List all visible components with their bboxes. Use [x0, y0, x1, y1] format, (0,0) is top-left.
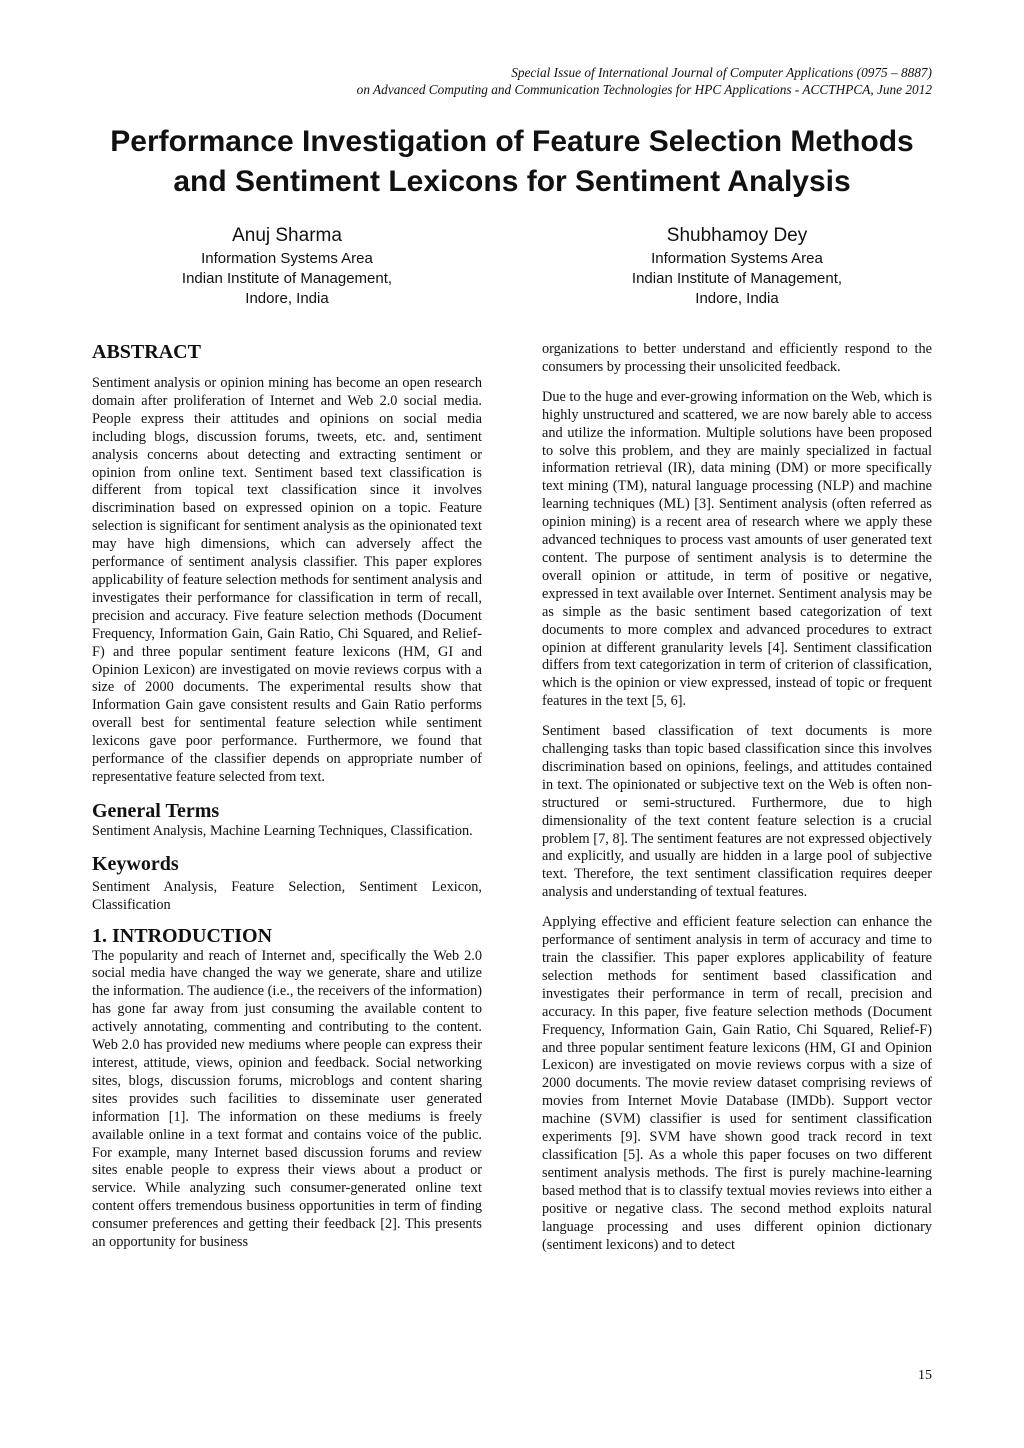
author-location: Indore, India: [245, 290, 329, 307]
abstract-heading: ABSTRACT: [92, 341, 201, 363]
right-column: [542, 341, 932, 1254]
title-line-2: and Sentiment Lexicons for Sentiment Analysis: [173, 165, 851, 198]
introduction-paragraph-1: The popularity and reach of Internet and, specifically the Web 2.0 social media have changed the way we generate, share and utilize the information. The audience (i.e., the receivers of the information) has gone far away from just consuming the available content to actively annotating, commenting and contributing to the content. Web 2.0 has provided new mediums where people can express their interest, attitude, views, opinion and feedback. Social networking sites, blogs, discussion forums, microblogs and content sharing sites provides such facilities to disseminate user generated information [1]. The information on these mediums is freely available online in a text format and contains voice of the public. For example, many Internet based discussion forums and review sites enable people to express their views about a product or service. While analyzing such consumer-generated online text content offers tremendous business opportunities in term of finding consumer preferences and getting their feedback [2]. This presents an opportunity for business: [92, 947, 482, 1251]
introduction-paragraph-2: Due to the huge and ever-growing information on the Web, which is highly unstructured and scattered, we are now barely able to access and utilize the information. Multiple solutions have been proposed to solve this problem, and they are mainly specialized in factual information retrieval (IR), data mining (DM) or more specifically text mining (TM), natural language processing (NLP) and machine learning techniques (ML) [3]. Sentiment analysis (often referred as opinion mining) is a recent area of research where we apply these advanced techniques to process vast amounts of user generated text content. The purpose of sentiment analysis is to determine the overall opinion or attitude, in term of positive or negative, expressed in text available over Internet. Sentiment analysis may be as simple as the basic sentiment based categorization of text documents to more complex and advanced procedures to extract opinion at different granularity levels [4]. Sentiment classification differs from text categorization in term of criterion of classification, which is the opinion or view expressed, instead of topic or frequent features in the text [5, 6].: [542, 388, 932, 710]
author-department: Information Systems Area: [651, 250, 823, 267]
journal-line-2: on Advanced Computing and Communication Technologies for HPC Applications - ACCTHPCA, June 2012: [356, 82, 932, 97]
author-institution: Indian Institute of Management,: [631, 270, 843, 287]
author-name: Shubhamoy Dey: [666, 225, 808, 246]
author-institution: Indian Institute of Management,: [181, 270, 393, 287]
paper-title: [40, 122, 984, 202]
title-line-1: Performance Investigation of Feature Selection Methods: [110, 125, 914, 158]
introduction-paragraph-4: Applying effective and efficient feature selection can enhance the performance of sentiment analysis in term of accuracy and time to train the classifier. This paper explores applicability of feature selection methods for sentiment based classification and investigates their performance in term of recall, precision and accuracy. In this paper, five feature selection methods (Document Frequency, Information Gain, Gain Ratio, Chi Squared, Relief-F) and three popular sentiment feature lexicons (HM, GI and Opinion Lexicon) are investigated on movie reviews corpus with a size of 2000 documents. The movie review dataset comprising reviews of movies from Internet Movie Database (IMDb). Support vector machine (SVM) classifier is used for sentiment classification experiments [9]. SVM have shown good track record in text classification [5]. As a whole this paper focuses on two different sentiment analysis methods. The first is purely machine-learning based method that is to classify textual movies reviews into either a positive or negative class. The second method exploits natural language processing and uses different opinion dictionary (sentiment lexicons) and to detect: [542, 914, 932, 1253]
author-block-1: [107, 224, 467, 309]
introduction-paragraph-3: Sentiment based classification of text documents is more challenging tasks than topic based classification since this involves discrimination based on opinions, feelings, and attitudes contained in text. The opinionated or subjective text on the Web is often non-structured or semi-structured. Furthermore, due to high dimensionality of the text content feature selection is a crucial problem [7, 8]. The sentiment features are not expressed objectively and explicitly, and usually are hidden in a large pool of subjective text. Therefore, the text sentiment classification requires deeper analysis and understanding of textual features.: [542, 723, 932, 901]
abstract-text: Sentiment analysis or opinion mining has become an open research domain after proliferation of Internet and Web 2.0 social media. People express their attitudes and opinions on social media including blogs, discussion forums, tweets, etc. and, sentiment analysis concerns about detecting and extracting sentiment or opinion from online text. Sentiment based text classification is different from topical text classification since it involves discrimination based on expressed opinion on a topic. Feature selection is significant for sentiment analysis as the opinionated text may have high dimensions, which can adversely affect the performance of sentiment analysis classifier. This paper explores applicability of feature selection methods for sentiment analysis and investigates their performance for classification in term of recall, precision and accuracy. Five feature selection methods (Document Frequency, Information Gain, Gain Ratio, Chi Squared, and Relief-F) and three popular sentiment feature lexicons (HM, GI and Opinion Lexicon) are investigated on movie reviews corpus with a size of 2000 documents. The experimental results show that Information Gain gave consistent results and Gain Ratio performs overall best for sentimental feature selection while sentiment lexicons gave poor performance. Furthermore, we found that performance of the classifier depends on appropriate number of representative feature selected from text.: [92, 375, 482, 785]
journal-line-1: Special Issue of International Journal of Computer Applications (0975 – 8887): [511, 65, 932, 80]
general-terms-heading: General Terms: [92, 799, 220, 822]
author-block-2: [557, 224, 917, 309]
keywords-text: Sentiment Analysis, Feature Selection, Sentiment Lexicon, Classification: [92, 878, 482, 913]
introduction-paragraph-1-continued: organizations to better understand and efficiently respond to the consumers by processing their unsolicited feedback.: [542, 341, 932, 375]
author-location: Indore, India: [695, 290, 779, 307]
keywords-heading: Keywords: [92, 852, 179, 875]
left-column: [92, 340, 482, 1252]
general-terms-text: Sentiment Analysis, Machine Learning Techniques, Classification.: [92, 822, 473, 839]
running-header: [72, 64, 932, 98]
author-name: Anuj Sharma: [232, 225, 342, 246]
introduction-heading: 1. INTRODUCTION: [92, 924, 273, 947]
page-number: 15: [918, 1368, 932, 1383]
author-department: Information Systems Area: [201, 250, 373, 267]
